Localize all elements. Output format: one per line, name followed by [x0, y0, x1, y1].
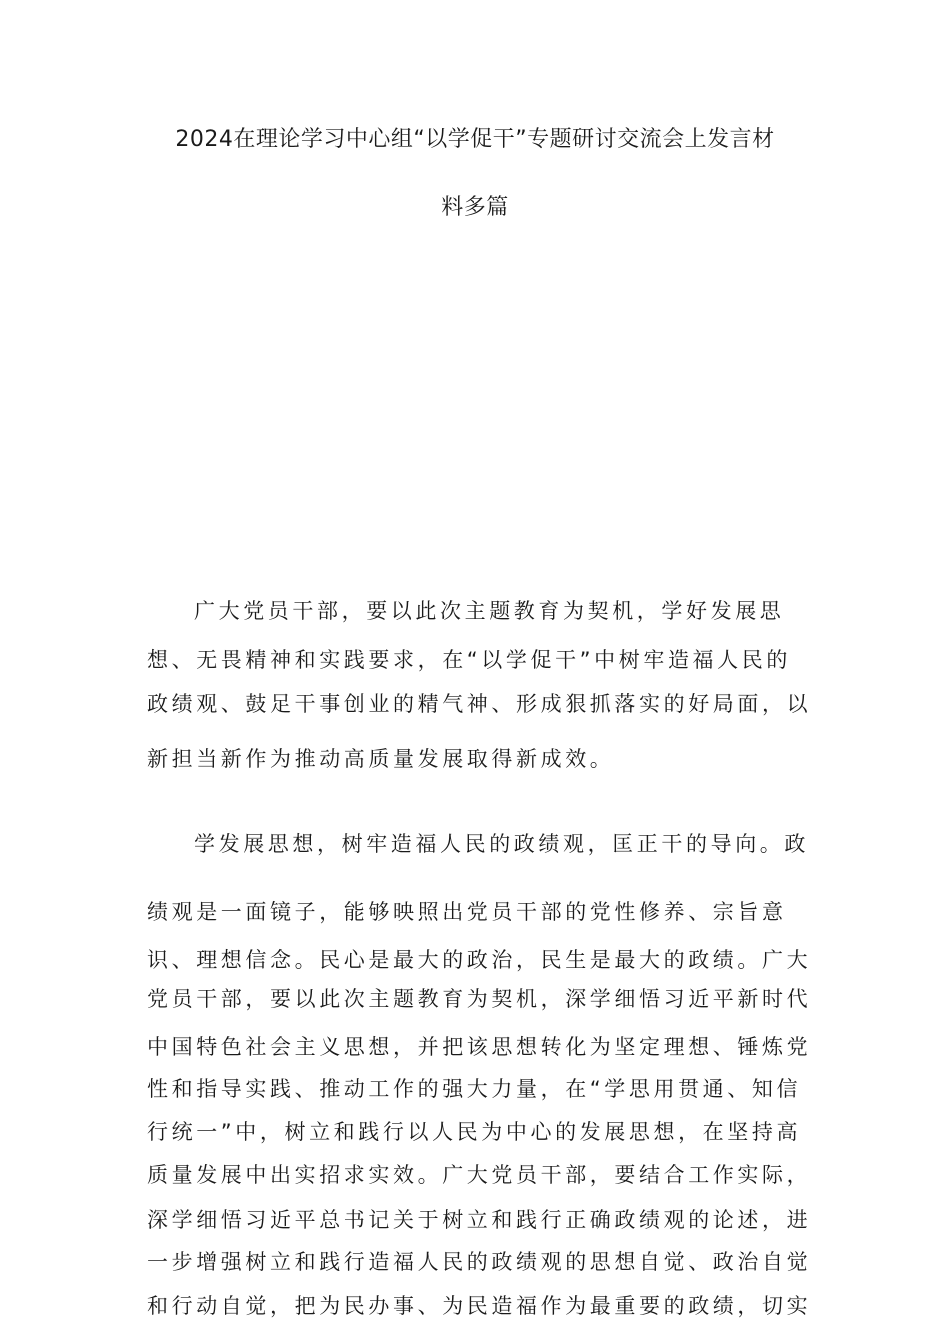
- document-title-line-2: 料多篇: [441, 195, 509, 220]
- paragraph-2-line-2: 绩观是一面镜子，能够映照出党员干部的党性修养、宗旨意: [147, 900, 787, 924]
- paragraph-2-line-1: 学发展思想，树牢造福人民的政绩观，匡正干的导向。政: [194, 832, 809, 856]
- paragraph-2-line-9: 深学细悟习近平总书记关于树立和践行正确政绩观的论述，进: [147, 1208, 812, 1232]
- paragraph-2-line-4: 党员干部，要以此次主题教育为契机，深学细悟习近平新时代: [147, 987, 812, 1011]
- paragraph-2-line-5: 中国特色社会主义思想，并把该思想转化为坚定理想、锤炼党: [147, 1035, 812, 1059]
- paragraph-1-line-3: 政绩观、鼓足干事创业的精气神、形成狠抓落实的好局面，以: [147, 692, 812, 716]
- document-title-line-1: 2024在理论学习中心组“以学促干”专题研讨交流会上发言材: [175, 127, 775, 152]
- paragraph-1-line-1: 广大党员干部，要以此次主题教育为契机，学好发展思: [194, 599, 785, 623]
- paragraph-2-line-3: 识、理想信念。民心是最大的政治，民生是最大的政绩。广大: [147, 948, 812, 972]
- paragraph-1-line-2: 想、无畏精神和实践要求，在“以学促干”中树牢造福人民的: [147, 648, 791, 672]
- paragraph-2-line-8: 质量发展中出实招求实效。广大党员干部，要结合工作实际，: [147, 1163, 812, 1187]
- paragraph-2-line-7: 行统一”中，树立和践行以人民为中心的发展思想，在坚持高: [147, 1120, 802, 1144]
- paragraph-2-line-11: 和行动自觉，把为民办事、为民造福作为最重要的政绩，切实: [147, 1294, 812, 1318]
- paragraph-1-line-4: 新担当新作为推动高质量发展取得新成效。: [147, 747, 615, 771]
- paragraph-2-line-6: 性和指导实践、推动工作的强大力量，在“学思用贯通、知信: [147, 1077, 802, 1101]
- paragraph-2-line-10: 一步增强树立和践行造福人民的政绩观的思想自觉、政治自觉: [147, 1250, 812, 1274]
